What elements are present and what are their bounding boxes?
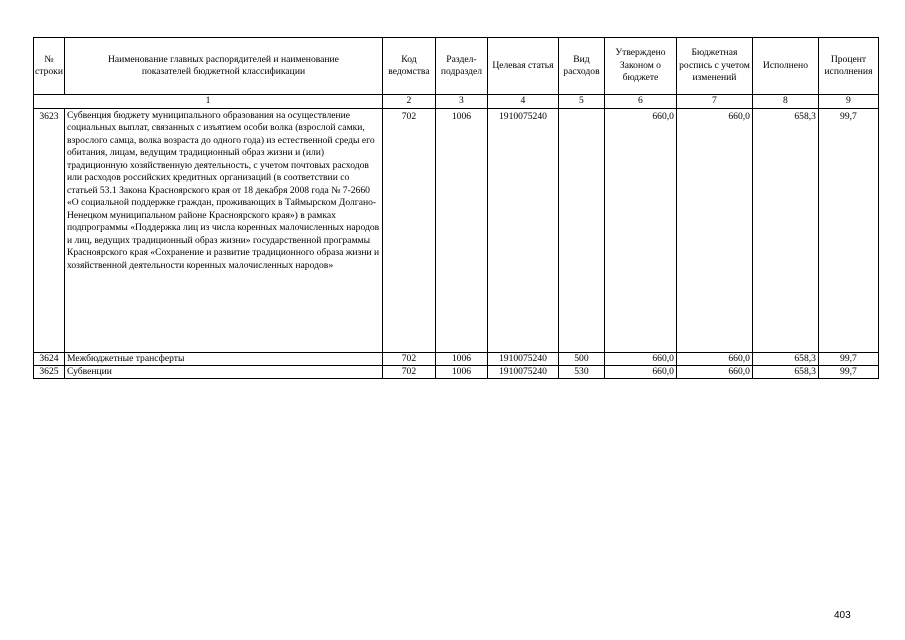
row-budget-schedule: 660,0 bbox=[676, 353, 752, 366]
row-dept-code: 702 bbox=[382, 353, 435, 366]
row-budget-schedule: 660,0 bbox=[676, 109, 752, 353]
page-number: 403 bbox=[834, 610, 851, 621]
column-number: 8 bbox=[752, 95, 818, 109]
table-row bbox=[34, 366, 879, 379]
row-expense-type bbox=[558, 109, 604, 353]
row-name: Субвенции bbox=[64, 366, 382, 379]
row-line-number: 3625 bbox=[34, 366, 65, 379]
header-executed: Исполнено bbox=[752, 38, 818, 95]
header-name: Наименование главных распорядителей и наименование показателей бюджетной классификации bbox=[64, 38, 382, 95]
row-section: 1006 bbox=[435, 353, 487, 366]
row-percent: 99,7 bbox=[818, 366, 878, 379]
header-percent: Процент исполнения bbox=[818, 38, 878, 95]
row-line-number: 3624 bbox=[34, 353, 65, 366]
column-number: 9 bbox=[818, 95, 878, 109]
header-dept-code: Код ведомства bbox=[382, 38, 435, 95]
header-target-article: Целевая статья bbox=[487, 38, 558, 95]
row-line-number: 3623 bbox=[34, 109, 65, 353]
header-approved: Утверждено Законом о бюджете bbox=[604, 38, 676, 95]
row-section: 1006 bbox=[435, 109, 487, 353]
row-name: Межбюджетные трансферты bbox=[64, 353, 382, 366]
row-dept-code: 702 bbox=[382, 109, 435, 353]
row-approved: 660,0 bbox=[604, 353, 676, 366]
row-percent: 99,7 bbox=[818, 109, 878, 353]
row-target-article: 1910075240 bbox=[487, 109, 558, 353]
budget-execution-table bbox=[33, 37, 879, 379]
row-executed: 658,3 bbox=[752, 109, 818, 353]
row-target-article: 1910075240 bbox=[487, 353, 558, 366]
column-number: 5 bbox=[558, 95, 604, 109]
table-row bbox=[34, 353, 879, 366]
row-percent: 99,7 bbox=[818, 353, 878, 366]
column-number: 2 bbox=[382, 95, 435, 109]
row-executed: 658,3 bbox=[752, 353, 818, 366]
row-expense-type: 500 bbox=[558, 353, 604, 366]
column-number: 6 bbox=[604, 95, 676, 109]
header-line-number: № строки bbox=[34, 38, 65, 95]
table-row bbox=[34, 109, 879, 353]
row-executed: 658,3 bbox=[752, 366, 818, 379]
column-number: 4 bbox=[487, 95, 558, 109]
row-dept-code: 702 bbox=[382, 366, 435, 379]
row-section: 1006 bbox=[435, 366, 487, 379]
row-target-article: 1910075240 bbox=[487, 366, 558, 379]
column-number-row bbox=[34, 95, 879, 109]
row-expense-type: 530 bbox=[558, 366, 604, 379]
header-row bbox=[34, 38, 879, 95]
column-number: 7 bbox=[676, 95, 752, 109]
header-budget-schedule: Бюджетная роспись с учетом изменений bbox=[676, 38, 752, 95]
row-approved: 660,0 bbox=[604, 366, 676, 379]
row-approved: 660,0 bbox=[604, 109, 676, 353]
header-expense-type: Вид расходов bbox=[558, 38, 604, 95]
row-budget-schedule: 660,0 bbox=[676, 366, 752, 379]
column-number: 1 bbox=[34, 95, 383, 109]
row-name: Субвенция бюджету муниципального образования на осуществление социальных выплат, связанных с изъятием особи волка (взрослой самки, взрослого самца, волка возраста до одного года) из естественной среды его обитания, лицам, ведущим традиционный образ жизни и (или) традиционную хозяйственную деятельность, с учетом почтовых расходов или расходов российских кредитных организаций (в соответствии со статьей 53.1 Закона Красноярского края от 18 декабря 2008 года № 7-2660 «О социальной поддержке граждан, проживающих в Таймырском Долгано-Ненецком муниципальном районе Красноярского края») в рамках подпрограммы «Поддержка лиц из числа коренных малочисленных народов и лиц, ведущих традиционный образ жизни» государственной программы Красноярского края «Сохранение и развитие традиционного образа жизни и хозяйственной деятельности коренных малочисленных народов» bbox=[64, 109, 382, 353]
header-section: Раздел-подраздел bbox=[435, 38, 487, 95]
column-number: 3 bbox=[435, 95, 487, 109]
